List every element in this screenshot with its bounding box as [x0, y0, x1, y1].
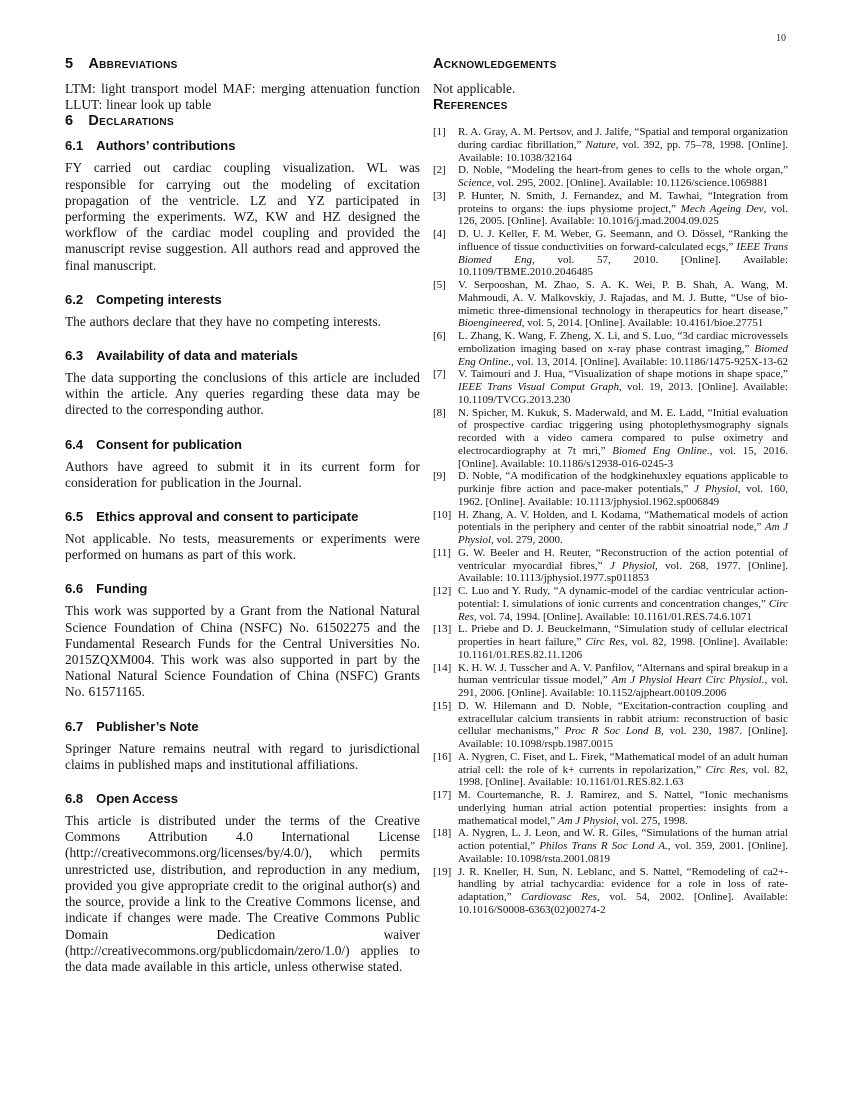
- reference-tail: , vol. 13, 2014. [Online]. Available: 10.1186/1475-925X-13-62: [511, 355, 788, 368]
- subsection-number: 6.5: [65, 509, 84, 525]
- reference-item: [433, 368, 788, 406]
- reference-tail: , vol. 291, 2006. [Online]. Available: 10.1152/ajpheart.00109.2006: [458, 674, 788, 700]
- reference-item: [433, 751, 788, 789]
- subsection-heading: [65, 509, 420, 525]
- reference-number: [4]: [433, 228, 446, 241]
- subsection-title: Authors’ contributions: [96, 138, 236, 154]
- reference-number: [18]: [433, 827, 452, 840]
- subsection-number: 6.2: [65, 291, 84, 307]
- subsection-number: 6.3: [65, 348, 84, 364]
- reference-number: [17]: [433, 789, 452, 802]
- subsection: [65, 437, 420, 491]
- reference-journal: J Physiol: [694, 483, 738, 496]
- reference-text: D. Noble, “A modification of the hodgkinehuxley equations applicable to purkinje fibre action and pace-maker potentials,”: [458, 470, 788, 496]
- right-column: [433, 56, 788, 993]
- section-heading-references: [433, 97, 788, 113]
- reference-text: A. Nygren, L. J. Leon, and W. R. Giles, “Simulations of the human atrial action potential,”: [458, 827, 788, 853]
- reference-tail: , vol. 57, 2010. [Online]. Available: 10.1109/TBME.2010.2046485: [458, 253, 788, 279]
- subsection-text: Authors have agreed to submit it in its current form for consideration for publication in the Journal.: [65, 458, 420, 490]
- reference-number: [8]: [433, 406, 446, 419]
- reference-text: D. W. Hilemann and D. Noble, “Excitation-contraction coupling and extracellular calcium transients in rabbit atrium: reconstruction of basic cellular mechanisms,”: [458, 699, 788, 738]
- reference-text: L. Priebe and D. J. Beuckelmann, “Simulation study of cellular electrical properties in heart failure,”: [458, 623, 788, 649]
- reference-journal: J Physiol: [609, 559, 656, 572]
- subsection-title: Funding: [96, 581, 148, 597]
- reference-tail: , vol. 230, 1987. [Online]. Available: 10.1098/rspb.1987.0015: [458, 725, 789, 751]
- reference-number: [13]: [433, 623, 452, 636]
- subsection-title: Open Access: [96, 791, 178, 807]
- subsection: [65, 348, 420, 419]
- reference-tail: , vol. 359, 2001. [Online]. Available: 10.1098/rsta.2001.0819: [458, 840, 788, 865]
- reference-journal: Bioengineered: [458, 317, 522, 330]
- reference-journal: Science: [458, 177, 492, 190]
- reference-text: J. R. Kneller, H. Sun, N. Leblanc, and S. Nattel, “Remodeling of ca2+-handling by atrial tachycardia: evidence for a role in loss of rate-adaptation,”: [458, 865, 788, 904]
- reference-number: [2]: [433, 164, 446, 177]
- subsection-text: The data supporting the conclusions of this article are included within the article. Any queries regarding these data may be directed to the corresponding author.: [65, 370, 420, 418]
- reference-journal: Biomed Eng Online.: [612, 444, 710, 457]
- reference-text: K. H. W. J. Tusscher and A. V. Panfilov, “Alternans and spiral breakup in a human ventricular tissue model,”: [458, 661, 788, 687]
- reference-item: [433, 509, 788, 547]
- reference-item: [433, 700, 788, 751]
- reference-number: [14]: [433, 661, 452, 674]
- reference-text: L. Zhang, K. Wang, F. Zheng, X. Li, and S. Luo, “3d cardiac microvessels embolization imaging based on x-ray phase contrast imaging,”: [458, 330, 788, 355]
- reference-text: H. Zhang, A. V. Holden, and I. Kodama, “Mathematical models of action potentials in the periphery and center of the rabbit sinoatrial node,”: [458, 508, 788, 534]
- reference-tail: , vol. 295, 2002. [Online]. Available: 10.1126/science.1069881: [491, 177, 769, 190]
- subsection-text: Springer Nature remains neutral with regard to jurisdictional claims in published maps and institutional affiliations.: [65, 740, 420, 772]
- reference-journal: Proc R Soc Lond B: [564, 725, 662, 738]
- page-number: 10: [776, 33, 786, 44]
- reference-journal: Philos Trans R Soc Lond A.: [539, 840, 668, 853]
- reference-tail: , vol. 82, 1998. [Online]. Available: 10.1161/01.RES.82.1.63: [458, 763, 789, 789]
- reference-journal: Circ Res: [705, 763, 746, 776]
- reference-text: V. Serpooshan, M. Zhao, S. A. K. Wei, P. B. Shah, A. Wang, M. Mahmoudi, A. V. Malkovskiy, J. Rajadas, and M. J. Butte, “Use of bio-mimetic three-dimensional technology in therapeutics for heart disease,”: [458, 279, 788, 317]
- reference-journal: Biomed Eng Online.: [458, 342, 788, 368]
- reference-number: [16]: [433, 750, 452, 763]
- reference-number: [19]: [433, 865, 452, 878]
- reference-item: [433, 330, 788, 368]
- reference-tail: , vol. 5, 2014. [Online]. Available: 10.4161/bioe.27751: [521, 317, 764, 330]
- reference-number: [6]: [433, 330, 446, 343]
- section-title: Declarations: [88, 113, 174, 130]
- reference-text: D. Noble, “Modeling the heart-from genes to cells to the whole organ,”: [458, 164, 788, 177]
- reference-number: [1]: [433, 126, 446, 139]
- section-title: References: [433, 97, 508, 114]
- reference-journal: Am J Physiol: [458, 521, 788, 547]
- subsection-heading: [65, 348, 420, 364]
- subsection-text: The authors declare that they have no competing interests.: [65, 313, 381, 329]
- reference-number: [5]: [433, 279, 446, 292]
- reference-tail: , vol. 268, 1977. [Online]. Available: 10.1113/jphysiol.1977.sp011853: [458, 559, 788, 585]
- section-number: 5: [65, 56, 74, 72]
- section-number: 6: [65, 113, 74, 130]
- subsection: [65, 791, 420, 975]
- acknowledgements-text: Not applicable.: [433, 81, 516, 96]
- subsections-list: [65, 138, 420, 975]
- reference-journal: Cardiovasc Res: [521, 891, 598, 904]
- reference-item: [433, 126, 788, 164]
- reference-journal: Am J Physiol Heart Circ Physiol.: [611, 674, 765, 687]
- subsection-text: Not applicable. No tests, measurements or experiments were performed on humans as part of this work.: [65, 531, 420, 563]
- reference-number: [15]: [433, 699, 452, 712]
- section-heading-abbreviations: [65, 56, 420, 72]
- reference-item: [433, 190, 788, 228]
- reference-item: [433, 470, 788, 508]
- subsection-title: Availability of data and materials: [96, 348, 298, 364]
- subsection: [65, 719, 420, 773]
- subsection-text: FY carried out cardiac coupling visualization. WL was responsible for carrying out the modeling of excitation propagation of the ventricle. LZ and YZ participated in performing the experiments. WZ, KW and HZ designed the workflow of the cardiac model coupling and provided the manuscript revise suggestion. All authors read and approved the final manuscript.: [65, 160, 420, 273]
- reference-item: [433, 164, 788, 190]
- subsection: [65, 292, 420, 330]
- reference-text: D. U. J. Keller, F. M. Weber, G. Seemann, and O. Dössel, “Ranking the influence of tissue conductivities on forward-calculated ecgs,”: [458, 228, 788, 253]
- reference-tail: , vol. 74, 1994. [Online]. Available: 10.1161/01.RES.74.6.1071: [473, 610, 752, 623]
- reference-text: C. Luo and Y. Rudy, “A dynamic-model of the cardiac ventricular action-potential: I. simulations of ionic currents and concentration changes,”: [458, 585, 788, 610]
- reference-tail: , vol. 15, 2016. [Online]. Available: 10.1186/s12938-016-0245-3: [458, 444, 788, 470]
- abbreviations-text: LTM: light transport model MAF: merging attenuation function LLUT: linear look up table: [65, 81, 420, 113]
- reference-tail: , vol. 19, 2013. [Online]. Available: 10.1109/TVCG.2013.230: [458, 381, 788, 406]
- reference-number: [7]: [433, 368, 446, 381]
- section-title: Acknowledgements: [433, 56, 557, 72]
- reference-journal: Mech Ageing Dev: [680, 202, 764, 215]
- subsection-title: Ethics approval and consent to participate: [96, 509, 359, 525]
- reference-item: [433, 866, 788, 917]
- subsection-heading: [65, 292, 420, 308]
- subsection-text: This work was supported by a Grant from the National Natural Science Foundation of China (NSFC) No. 61502275 and the Fundamental Research Funds for the Central Universities No. 2015ZQXM004. This work was also supported in part by the National Natural Science Foundation of China (NSFC) Grants No. 61571165.: [65, 603, 420, 700]
- reference-item: [433, 279, 788, 330]
- reference-text: G. W. Beeler and H. Reuter, “Reconstruction of the action potential of ventricular myocardial fibres,”: [458, 546, 788, 572]
- reference-item: [433, 228, 788, 279]
- subsection-number: 6.8: [65, 791, 84, 807]
- reference-item: [433, 662, 788, 700]
- reference-number: [12]: [433, 585, 452, 598]
- left-column: [65, 56, 420, 993]
- subsection-number: 6.7: [65, 718, 84, 734]
- subsection-heading: [65, 138, 420, 154]
- reference-number: [11]: [433, 546, 451, 559]
- subsection-heading: [65, 791, 420, 807]
- subsection-number: 6.1: [65, 138, 84, 154]
- reference-item: [433, 623, 788, 661]
- reference-tail: , vol. 392, pp. 75–78, 1998. [Online]. Available: 10.1038/32164: [458, 138, 788, 164]
- subsection: [65, 138, 420, 273]
- reference-journal: Am J Physiol: [557, 814, 616, 827]
- reference-tail: , vol. 126, 2005. [Online]. Available: 10.1016/j.mad.2004.09.025: [458, 202, 788, 228]
- reference-text: M. Courtemanche, R. J. Ramirez, and S. Nattel, “Ionic mechanisms underlying human atrial action potential properties: insights from a mathematical model,”: [458, 789, 788, 827]
- subsection-title: Competing interests: [96, 291, 222, 307]
- two-column-layout: [65, 56, 788, 993]
- reference-tail: , vol. 54, 2002. [Online]. Available: 10.1016/S0008-6363(02)00274-2: [458, 891, 788, 916]
- section-title: Abbreviations: [88, 56, 178, 72]
- reference-tail: , vol. 275, 1998.: [615, 814, 688, 827]
- subsection-heading: [65, 719, 420, 735]
- reference-tail: , vol. 160, 1962. [Online]. Available: 10.1113/jphysiol.1962.sp006849: [458, 483, 788, 508]
- reference-item: [433, 827, 788, 865]
- reference-item: [433, 547, 788, 585]
- subsection: [65, 509, 420, 563]
- reference-text: P. Hunter, N. Smith, J. Fernandez, and M. Tawhai, “Integration from proteins to organs: the iups physiome project,”: [458, 189, 788, 215]
- subsection-number: 6.4: [65, 436, 84, 452]
- subsection-title: Consent for publication: [96, 436, 242, 452]
- subsection-heading: [65, 437, 420, 453]
- reference-number: [3]: [433, 189, 446, 202]
- reference-journal: IEEE Trans Visual Comput Graph: [458, 381, 619, 394]
- reference-text: N. Spicher, M. Kukuk, S. Maderwald, and M. E. Ladd, “Initial evaluation of prospective cardiac triggering using photoplethysmography signals recorded with a video camera compared to pulse oximetry and electrocardiography at 7t mri,”: [458, 406, 788, 457]
- subsection-number: 6.6: [65, 581, 84, 597]
- reference-item: [433, 585, 788, 623]
- reference-text: V. Taimouri and J. Hua, “Visualization of shape motions in shape space,”: [458, 368, 788, 381]
- section-heading-declarations: [65, 113, 420, 129]
- reference-journal: Circ Res: [458, 597, 788, 623]
- subsection-text: This article is distributed under the terms of the Creative Commons Attribution 4.0 International License (http://creativecommons.org/licenses/by/4.0/), which permits unrestricted use, distribution, and reproduction in any medium, provided you give appropriate credit to the original author(s) and the source, provide a link to the Creative Commons license, and indicate if changes were made. The Creative Commons Public Domain Dedication waiver (http://creativecommons.org/publicdomain/zero/1.0/) applies to the data made available in this article, unless otherwise stated.: [65, 813, 420, 974]
- reference-item: [433, 407, 788, 471]
- reference-text: A. Nygren, C. Fiset, and L. Firek, “Mathematical model of an adult human atrial cell: the role of k+ currents in repolarization,”: [458, 750, 788, 776]
- reference-item: [433, 789, 788, 827]
- references-list: [433, 126, 788, 917]
- reference-tail: , vol. 279, 2000.: [491, 534, 563, 547]
- reference-journal: Nature: [585, 138, 616, 151]
- subsection-title: Publisher’s Note: [96, 718, 199, 734]
- reference-number: [10]: [433, 508, 452, 521]
- reference-journal: IEEE Trans Biomed Eng: [458, 240, 788, 266]
- reference-tail: , vol. 82, 1998. [Online]. Available: 10.1161/01.RES.82.11.1206: [458, 636, 789, 661]
- reference-journal: Circ Res: [585, 636, 625, 649]
- reference-text: R. A. Gray, A. M. Pertsov, and J. Jalife, “Spatial and temporal organization during cardiac fibrillation,”: [458, 126, 788, 151]
- subsection-heading: [65, 581, 420, 597]
- subsection: [65, 581, 420, 700]
- reference-number: [9]: [433, 470, 446, 483]
- section-heading-acknowledgements: [433, 56, 788, 72]
